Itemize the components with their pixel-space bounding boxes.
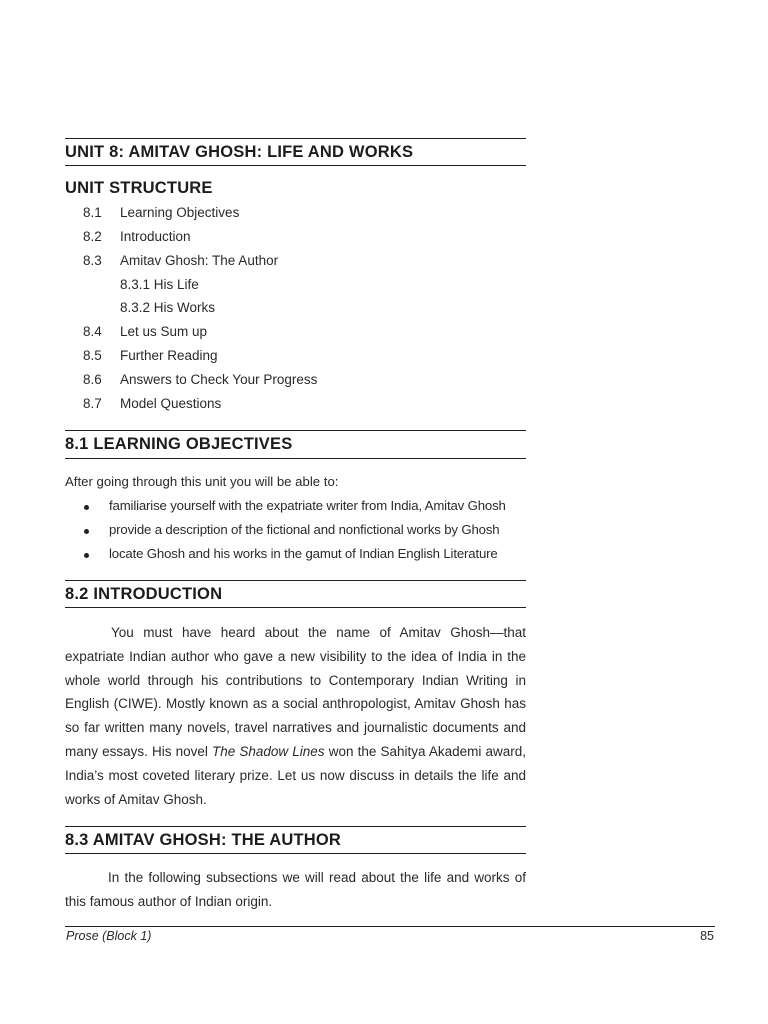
toc-label: 8.3.1 His Life (120, 277, 199, 292)
section-bottom-rule (65, 607, 526, 608)
toc-number: 8.5 (83, 348, 102, 363)
toc-label: Further Reading (120, 348, 218, 363)
title-bottom-rule (65, 165, 526, 166)
footer-rule (65, 926, 715, 927)
introduction-paragraph (65, 621, 526, 811)
bullet-icon (84, 553, 89, 558)
page-number: 85 (700, 929, 714, 943)
footer-book-title: Prose (Block 1) (66, 929, 152, 943)
author-paragraph (65, 866, 526, 914)
section-bottom-rule (65, 853, 526, 854)
toc-label: Learning Objectives (120, 205, 240, 220)
toc-number: 8.2 (83, 229, 102, 244)
section-heading-8-2: 8.2 INTRODUCTION (65, 585, 223, 603)
toc-label: Model Questions (120, 396, 222, 411)
unit-title: UNIT 8: AMITAV GHOSH: LIFE AND WORKS (65, 143, 414, 161)
toc-label: Answers to Check Your Progress (120, 372, 318, 387)
section-top-rule (65, 826, 526, 827)
introduction-text-cont: won the Sahitya Akademi award, India’s most coveted literary prize. Let us now discuss in details the life and works of Amitav Ghosh. (65, 743, 527, 807)
title-top-rule (65, 138, 526, 139)
toc-label: Introduction (120, 229, 191, 244)
section-bottom-rule (65, 458, 526, 459)
toc-label: Let us Sum up (120, 324, 208, 339)
section-top-rule (65, 580, 526, 581)
novel-title: The Shadow Lines (212, 743, 325, 759)
toc-number: 8.7 (83, 396, 102, 411)
bullet-icon (84, 529, 89, 534)
objective-item: provide a description of the fictional and nonfictional works by Ghosh (109, 522, 500, 537)
objective-item: locate Ghosh and his works in the gamut of Indian English Literature (109, 546, 498, 561)
toc-label: 8.3.2 His Works (120, 300, 216, 315)
toc-label: Amitav Ghosh: The Author (120, 253, 279, 268)
section-heading-8-3: 8.3 AMITAV GHOSH: THE AUTHOR (65, 831, 342, 849)
objectives-lead: After going through this unit you will be able to: (65, 474, 339, 489)
introduction-text: You must have heard about the name of Amitav Ghosh—that expatriate Indian author who gave a new visibility to the idea of India in the whole world through his contributions to Contemporary Indian Writing in English (CIWE). Mostly known as a social anthropologist, Amitav Ghosh has so far written many novels, travel narratives and journalistic documents and many essays. His novel (65, 625, 526, 759)
toc-number: 8.1 (83, 205, 102, 220)
section-top-rule (65, 430, 526, 431)
author-text: In the following subsections we will read about the life and works of this famous author of Indian origin. (65, 870, 526, 909)
toc-number: 8.6 (83, 372, 102, 387)
unit-structure-heading: UNIT STRUCTURE (65, 179, 213, 197)
section-heading-8-1: 8.1 LEARNING OBJECTIVES (65, 435, 293, 453)
objective-item: familiarise yourself with the expatriate writer from India, Amitav Ghosh (109, 498, 506, 513)
toc-number: 8.3 (83, 253, 102, 268)
bullet-icon (84, 505, 89, 510)
toc-number: 8.4 (83, 324, 102, 339)
